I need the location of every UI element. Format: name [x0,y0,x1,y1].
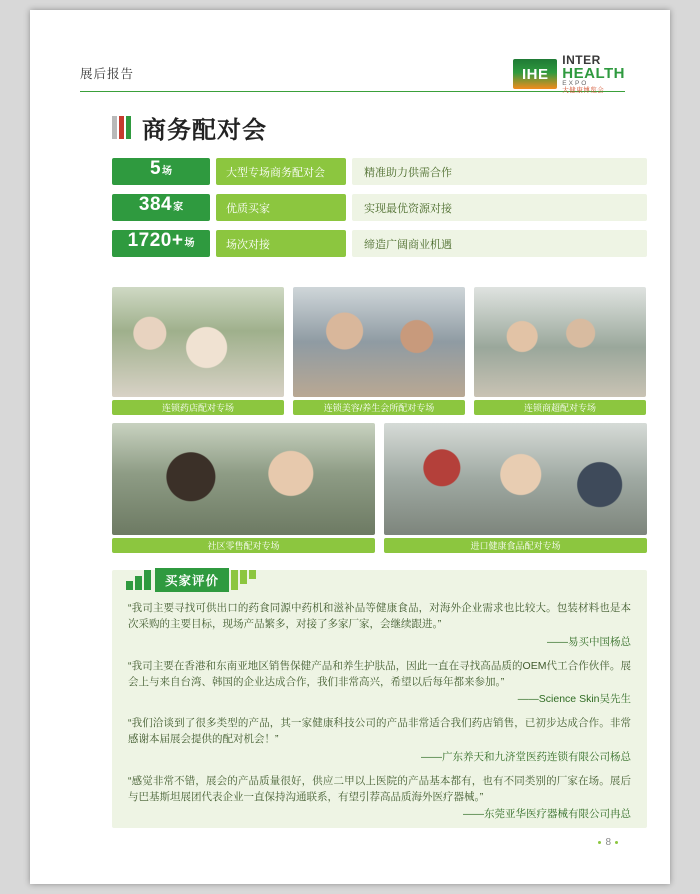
header-title: 展后报告 [80,67,135,81]
review-text: “我司主要寻找可供出口的药食同源中药机和滋补品等健康食品，对海外企业需求也比较大。包装材料也是本次采购的主要目标，现场产品繁多，对接了多家厂家，会继续跟进。” [128,602,631,631]
stat-number: 5 [149,158,162,179]
stats-list [112,158,647,266]
reviews-panel [112,570,647,828]
review-source: ——广东养天和九济堂医药连锁有限公司杨总 [421,750,631,763]
stat-label: 优质买家 [216,194,346,221]
logo-line-inter: INTER [562,53,601,67]
dot-icon [615,841,618,844]
meeting-photo-imported-food [384,423,647,535]
dot-icon [598,841,601,844]
stat-number-block [112,194,210,221]
stat-row [112,194,647,221]
photo-cell [112,287,284,415]
photo-caption: 连锁商超配对专场 [474,400,646,415]
logo-text [562,54,625,94]
ascending-bars-icon [126,570,153,590]
photo-caption: 进口健康食品配对专场 [384,538,647,553]
document-page [30,10,670,884]
page-title: 商务配对会 [142,117,267,144]
photo-gallery [112,287,647,553]
meeting-photo-pharmacy [112,287,284,397]
logo-line-expo: EXPO [562,80,589,87]
meeting-photo-community-retail [112,423,375,535]
stat-number: 1720+ [127,230,184,251]
photo-caption: 连锁美容/养生会所配对专场 [293,400,465,415]
logo [513,54,625,94]
review-source: ——易买中国杨总 [547,635,631,648]
photo-cell [474,287,646,415]
page-header [80,53,625,94]
stat-desc: 精准助力供需合作 [352,158,647,185]
review-text: “感觉非常不错，展会的产品质量很好，供应二甲以上医院的产品基本都有，也有不同类别的厂家在场。展后与巴基斯坦展团代表企业一直保持沟通联系，有望引荐高品质海外医疗器械。” [128,774,631,803]
photo-cell [293,287,465,415]
photo-caption: 社区零售配对专场 [112,538,375,553]
stat-desc: 实现最优资源对接 [352,194,647,221]
review-item [128,773,631,822]
stat-unit: 家 [173,202,184,213]
stat-label: 大型专场商务配对会 [216,158,346,185]
reviews-list [128,600,631,830]
stat-unit: 场 [162,166,173,177]
stat-desc: 缔造广阔商业机遇 [352,230,647,257]
reviews-title: 买家评价 [155,568,229,592]
page-number-value: 8 [605,837,611,848]
title-bars-icon [112,116,133,139]
photo-cell [384,423,647,553]
stat-number: 384 [138,194,173,215]
meeting-photo-supermarket [474,287,646,397]
photo-row-2 [112,423,647,553]
review-item [128,715,631,764]
logo-line-health: HEALTH [562,65,625,82]
stat-number-block [112,158,210,185]
review-source: ——Science Skin吴先生 [517,693,631,706]
logo-line-cn: 大健康博览会 [562,86,605,94]
stat-number-block [112,230,210,257]
photo-caption: 连锁药店配对专场 [112,400,284,415]
photo-cell [112,423,375,553]
stat-unit: 场 [184,238,195,249]
photo-row-1 [112,287,647,415]
logo-mark: IHE [513,59,557,89]
descending-bars-icon [231,570,258,590]
section-title [112,110,267,145]
stat-row [112,230,647,257]
review-text: “我们洽谈到了很多类型的产品，其一家健康科技公司的产品非常适合我们药店销售，已初步达成合作。非常感谢本届展会提供的配对机会！” [128,717,631,746]
meeting-photo-beauty [293,287,465,397]
review-item [128,658,631,707]
review-text: “我司主要在香港和东南亚地区销售保健产品和养生护肤品，因此一直在寻找高品质的OEM代工合作伙伴。展会上与来自台湾、韩国的企业达成合作，我们非常高兴，希望以后每年都来参加。” [128,659,631,688]
page-number [598,837,618,848]
stat-label: 场次对接 [216,230,346,257]
review-item [128,600,631,649]
reviews-header [126,568,258,592]
stat-row [112,158,647,185]
review-source: ——东莞亚华医疗器械有限公司冉总 [463,808,631,821]
